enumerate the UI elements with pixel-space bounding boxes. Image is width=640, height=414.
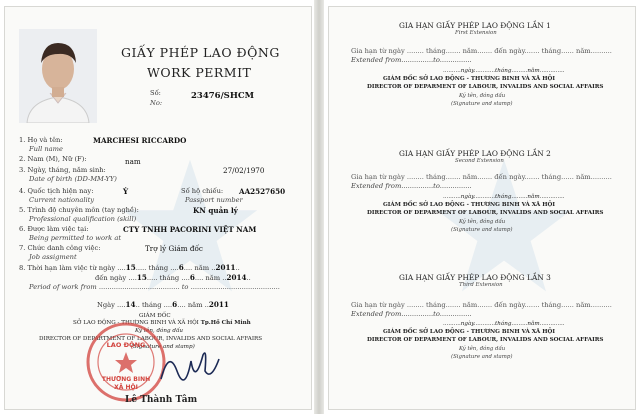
full-name-value: MARCHESI RICCARDO bbox=[93, 136, 187, 145]
page-gutter bbox=[314, 0, 324, 414]
issue-month-label: tháng bbox=[141, 301, 162, 309]
issue-month: 6 bbox=[172, 300, 178, 309]
extension-3-director-vn: GIÁM ĐỐC SỞ LAO ĐỘNG - THƯƠNG BINH VÀ XÃ HỘI bbox=[383, 329, 555, 335]
extension-1-title: GIA HẠN GIẤY PHÉP LAO ĐỘNG LẦN 1 bbox=[399, 21, 551, 30]
job-title-label-en: Job assigment bbox=[29, 253, 77, 261]
row-number: 6. bbox=[19, 225, 26, 233]
stamp-text-3: XÃ HỘI bbox=[114, 384, 138, 391]
extension-1-period-en: Extended from...............to............... bbox=[351, 56, 472, 64]
signer-sig-vn: Ký tên, đóng dấu bbox=[135, 328, 183, 334]
row-number: 8. bbox=[19, 264, 26, 272]
issue-day-label: Ngày bbox=[97, 301, 115, 309]
extension-2-sig-vn: Ký tên, đóng dấu bbox=[459, 219, 506, 225]
row-number: 1. bbox=[19, 136, 26, 144]
workplace-label: Được làm việc tại: bbox=[27, 225, 89, 233]
term-month-label: tháng bbox=[148, 264, 169, 272]
issue-day: 14 bbox=[125, 300, 136, 309]
passport-label: Số hộ chiếu: bbox=[181, 187, 224, 195]
permit-title-vn: GIẤY PHÉP LAO ĐỘNG bbox=[121, 45, 280, 60]
extension-2-subtitle: Second Extension bbox=[455, 158, 504, 164]
full-name-label: Họ và tên: bbox=[27, 136, 63, 144]
row-number: 4. bbox=[19, 187, 26, 195]
extension-3-sig-en: (Signature and stamp) bbox=[451, 354, 513, 360]
row-number: 3. bbox=[19, 166, 26, 174]
sex-value: nam bbox=[125, 157, 141, 166]
term-year-label: năm bbox=[205, 274, 221, 282]
nationality-value: Ý bbox=[123, 187, 129, 196]
signer-sig-en: (Signature and stamp) bbox=[131, 344, 195, 350]
passport-value: AA2527650 bbox=[239, 187, 286, 196]
row-number: 5. bbox=[19, 206, 26, 214]
sex-label: Nam (M), Nữ (F): bbox=[27, 155, 87, 163]
extension-3-sig-vn: Ký tên, đóng dấu bbox=[459, 346, 506, 352]
extension-3-period-vn: Gia hạn từ ngày ........ tháng....... năm....... đến ngày....... tháng...... năm.......... bbox=[351, 301, 612, 309]
issue-year-label: năm bbox=[187, 301, 203, 309]
term-to-day: 15 bbox=[136, 273, 147, 282]
extension-2-sig-en: (Signature and stamp) bbox=[451, 227, 513, 233]
signer-role: GIÁM ĐỐC bbox=[139, 313, 171, 319]
no-label-vn: Số: bbox=[150, 89, 161, 97]
term-from-year: 2011 bbox=[215, 263, 236, 272]
extension-1-director-en: DIRECTOR OF DEPARMENT OF LABOUR, INVALIDS AND SOCIAL AFFAIRS bbox=[367, 84, 604, 90]
term-label: Thời hạn làm việc từ ngày bbox=[27, 264, 116, 272]
stamp-text-2: THƯƠNG BINH bbox=[101, 376, 151, 383]
extensions-page bbox=[328, 6, 636, 410]
extension-2-title: GIA HẠN GIẤY PHÉP LAO ĐỘNG LẦN 2 bbox=[399, 149, 551, 158]
period-to-en: to bbox=[181, 283, 189, 291]
extension-3-date: ..........ngày............tháng.........năm.............. bbox=[443, 321, 565, 327]
extension-1-sig-vn: Ký tên, đóng dấu bbox=[459, 93, 506, 99]
signer-city: Tp.Hồ Chí Minh bbox=[200, 320, 251, 326]
term-from-month: 6 bbox=[178, 263, 184, 272]
extension-2-director-vn: GIÁM ĐỐC SỞ LAO ĐỘNG - THƯƠNG BINH VÀ XÃ HỘI bbox=[383, 202, 555, 208]
extension-2-date: ..........ngày............tháng.........năm.............. bbox=[443, 194, 565, 200]
term-from-day: 15 bbox=[125, 263, 136, 272]
permit-title-en: WORK PERMIT bbox=[147, 65, 252, 80]
issue-year: 2011 bbox=[208, 300, 229, 309]
extension-3-subtitle: Third Extension bbox=[459, 282, 503, 288]
extension-1-director-vn: GIÁM ĐỐC SỞ LAO ĐỘNG - THƯƠNG BINH VÀ XÃ HỘI bbox=[383, 76, 555, 82]
term-to-year: 2014 bbox=[226, 273, 247, 282]
extension-2-period-vn: Gia hạn từ ngày ........ tháng....... năm....... đến ngày....... tháng...... năm.......... bbox=[351, 173, 612, 181]
term-to-month: 6 bbox=[189, 273, 195, 282]
extension-2-period-en: Extended from...............to............... bbox=[351, 182, 472, 190]
dob-value: 27/02/1970 bbox=[223, 166, 265, 175]
term-year-label: năm bbox=[194, 264, 210, 272]
qualification-value: KN quản lý bbox=[193, 206, 238, 215]
row-number: 7. bbox=[19, 244, 26, 252]
qualification-label-en: Professional qualification (skill) bbox=[29, 215, 137, 223]
extension-3-title: GIA HẠN GIẤY PHÉP LAO ĐỘNG LẦN 3 bbox=[399, 273, 551, 282]
extension-1-sig-en: (Signature and stamp) bbox=[451, 101, 513, 107]
signature bbox=[155, 341, 225, 391]
extension-3-period-en: Extended from...............to............... bbox=[351, 310, 472, 318]
signer-dept-en: DIRECTOR OF DEPARTMENT OF LABOUR, INVALIDS AND SOCIAL AFFAIRS bbox=[39, 336, 263, 342]
portrait-photo bbox=[19, 29, 97, 123]
dob-label: Ngày, tháng, năm sinh: bbox=[27, 166, 106, 174]
row-number: 2. bbox=[19, 155, 26, 163]
passport-label-en: Passport number bbox=[185, 196, 243, 204]
qualification-label: Trình độ chuyên môn (tay nghề): bbox=[27, 206, 139, 214]
nationality-label-en: Current nationality bbox=[29, 196, 95, 204]
period-label-en: Period of work from bbox=[29, 283, 97, 291]
job-title-label: Chức danh công việc: bbox=[27, 244, 101, 252]
workplace-label-en: Being permitted to work at bbox=[29, 234, 122, 242]
signer-dept-vn: SỞ LAO ĐỘNG - THƯƠNG BINH VÀ XÃ HỘI bbox=[73, 320, 199, 326]
extension-1-period-vn: Gia hạn từ ngày ........ tháng....... năm....... đến ngày....... tháng...... năm.......... bbox=[351, 47, 612, 55]
stamp-text-1: LAO ĐỘNG bbox=[106, 341, 146, 349]
nationality-label: Quốc tịch hiện nay: bbox=[27, 187, 94, 195]
term-month-label: tháng bbox=[159, 274, 180, 282]
extension-2-director-en: DIRECTOR OF DEPARMENT OF LABOUR, INVALIDS AND SOCIAL AFFAIRS bbox=[367, 210, 604, 216]
no-label-en: No: bbox=[150, 99, 163, 107]
work-permit-page: GIẤY PHÉP LAO ĐỘNG WORK PERMIT Số: No: 23476/SHCM 1. Họ và tên: MARCHESI RICCARDO Full name 2. Nam (M), Nữ (F): nam 3. Ngày, tháng, năm sinh: 27/02/1970 Date of birth (DD-MM-YY) 4. Quốc tịch hiện nay: Ý Current nationality Số hộ chiếu: AA2527650 Passport number 5. Trình độ chuyên môn (tay nghề): KN quản lý Professional qualification (skill) 6. Được làm việc tại: CTY TNHH PACORINI VIỆT NAM Being permitted to work at 7. Chức danh công việc: Trợ lý Giám đốc Job assigment 8. Thời hạn làm việc từ ngày ....15..... tháng ....6.... năm ..2011.. đến ngày ....15..... tháng ....6.... năm ..2014.. Period of work from ...................................... to .......................................... Ngày ....14.. tháng ....6.... năm ..2011 GIÁM ĐỐC SỞ LAO ĐỘNG - THƯƠNG BINH VÀ XÃ HỘI Tp.Hồ Chí Minh Ký tên, đóng dấu DIRECTOR OF DEPARTMENT OF LABOUR, INVALIDS AND SOCIAL AFFAIRS (Signature and stamp) LAO ĐỘNG THƯƠNG BINH XÃ HỘI Lê Thành Tâm bbox=[4, 6, 312, 410]
full-name-label-en: Full name bbox=[29, 145, 63, 153]
signer-name: Lê Thành Tâm bbox=[125, 395, 198, 405]
extension-1-subtitle: First Extension bbox=[455, 30, 497, 36]
job-title-value: Trợ lý Giám đốc bbox=[145, 244, 203, 253]
extension-3-director-en: DIRECTOR OF DEPARMENT OF LABOUR, INVALIDS AND SOCIAL AFFAIRS bbox=[367, 337, 604, 343]
extension-1-date: ..........ngày............tháng.........năm.............. bbox=[443, 68, 565, 74]
dob-label-en: Date of birth (DD-MM-YY) bbox=[29, 175, 117, 183]
workplace-value: CTY TNHH PACORINI VIỆT NAM bbox=[123, 225, 257, 234]
term-to-label: đến ngày bbox=[95, 274, 127, 282]
permit-number: 23476/SHCM bbox=[191, 91, 255, 101]
